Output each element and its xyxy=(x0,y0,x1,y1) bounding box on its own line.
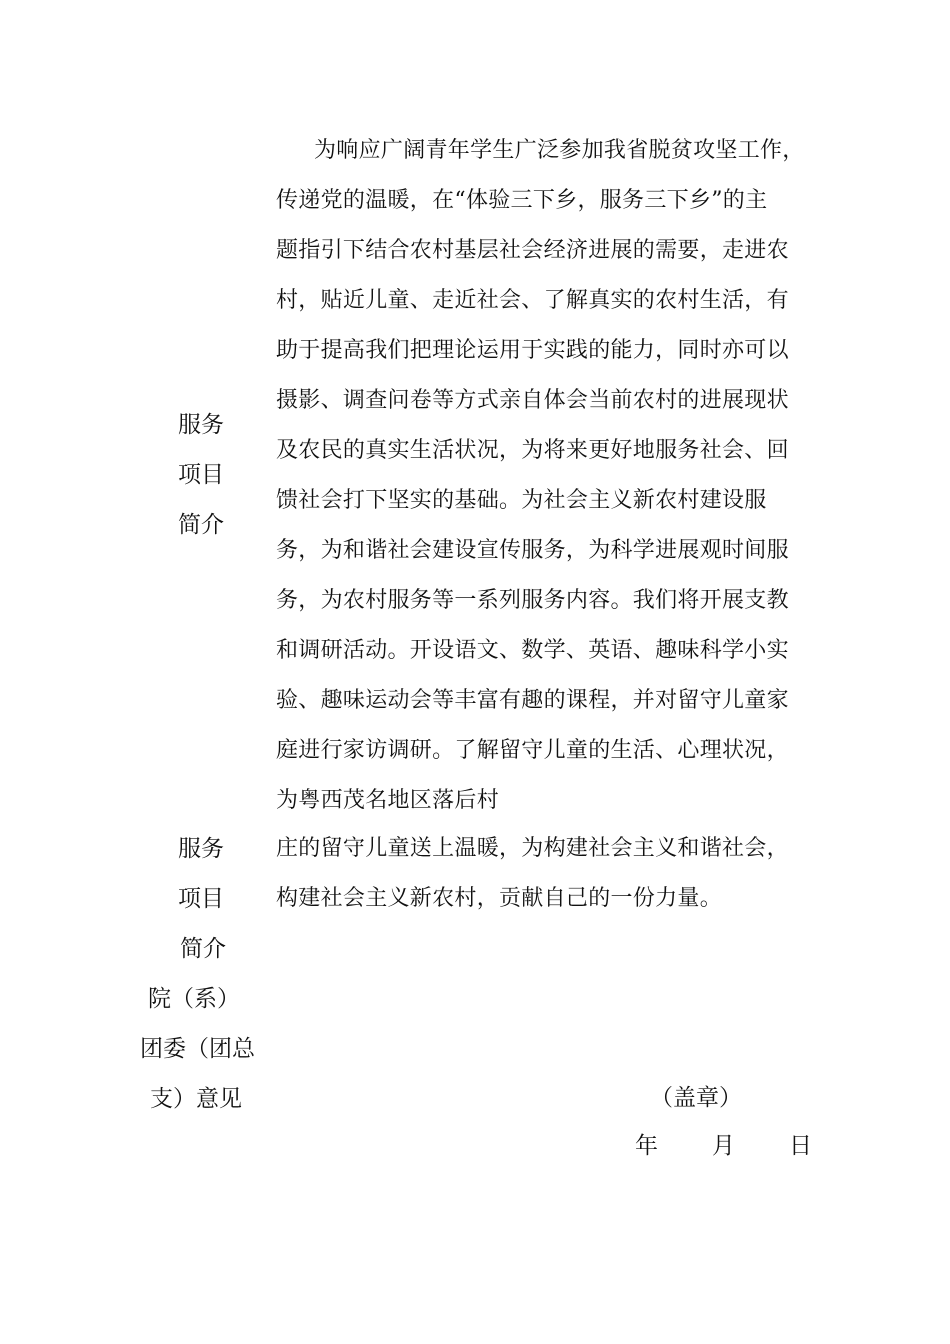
section1-body-line-2: 传递党的温暖，在“体验三下乡，服务三下乡”的主 xyxy=(276,188,768,213)
date-day-label: 日 xyxy=(789,1133,812,1159)
section1-body-line-1: 为响应广阔青年学生广泛参加我省脱贫攻坚工作， xyxy=(314,138,805,163)
section1-body-line-5: 助于提高我们把理论运用于实践的能力，同时亦可以 xyxy=(276,338,789,363)
stamp-label: （盖章） xyxy=(650,1085,742,1111)
section1-body-line-14: 为粤西茂名地区落后村 xyxy=(276,788,500,813)
section2-body-line-2: 构建社会主义新农村，贡献自己的一份力量。 xyxy=(276,886,723,911)
section3-label-line-3: 支）意见 xyxy=(150,1086,242,1112)
section1-body-line-3: 题指引下结合农村基层社会经济进展的需要，走进农 xyxy=(276,238,789,263)
section2-body-line-1: 庄的留守儿童送上温暖，为构建社会主义和谐社会， xyxy=(276,836,789,861)
section1-body-line-4: 村，贴近儿童、走近社会、了解真实的农村生活，有 xyxy=(276,288,789,313)
section1-label-line-1: 服务 xyxy=(178,412,224,438)
section2-label-line-3: 简介 xyxy=(180,936,226,962)
date-year-label: 年 xyxy=(635,1133,658,1159)
section2-label-line-2: 项目 xyxy=(178,886,224,912)
section1-label-line-2: 项目 xyxy=(178,462,224,488)
section3-label-line-2: 团委（团总 xyxy=(140,1036,255,1062)
section1-body-line-10: 务，为农村服务等一系列服务内容。我们将开展支教 xyxy=(276,588,789,613)
section1-body-line-13: 庭进行家访调研。了解留守儿童的生活、心理状况， xyxy=(276,738,789,763)
date-month-label: 月 xyxy=(712,1133,735,1159)
section1-body-line-11: 和调研活动。开设语文、数学、英语、趣味科学小实 xyxy=(276,638,789,663)
section1-body-line-6: 摄影、调查问卷等方式亲自体会当前农村的进展现状 xyxy=(276,388,789,413)
section1-body-line-12: 验、趣味运动会等丰富有趣的课程，并对留守儿童家 xyxy=(276,688,789,713)
section3-label-line-1: 院（系） xyxy=(148,986,240,1012)
section1-body-line-8: 馈社会打下坚实的基础。为社会主义新农村建设服 xyxy=(276,488,767,513)
section1-body-line-9: 务，为和谐社会建设宣传服务，为科学进展观时间服 xyxy=(276,538,789,563)
section1-body-line-7: 及农民的真实生活状况，为将来更好地服务社会、回 xyxy=(276,438,789,463)
section2-label-line-1: 服务 xyxy=(178,836,224,862)
section1-label-line-3: 简介 xyxy=(178,512,224,538)
